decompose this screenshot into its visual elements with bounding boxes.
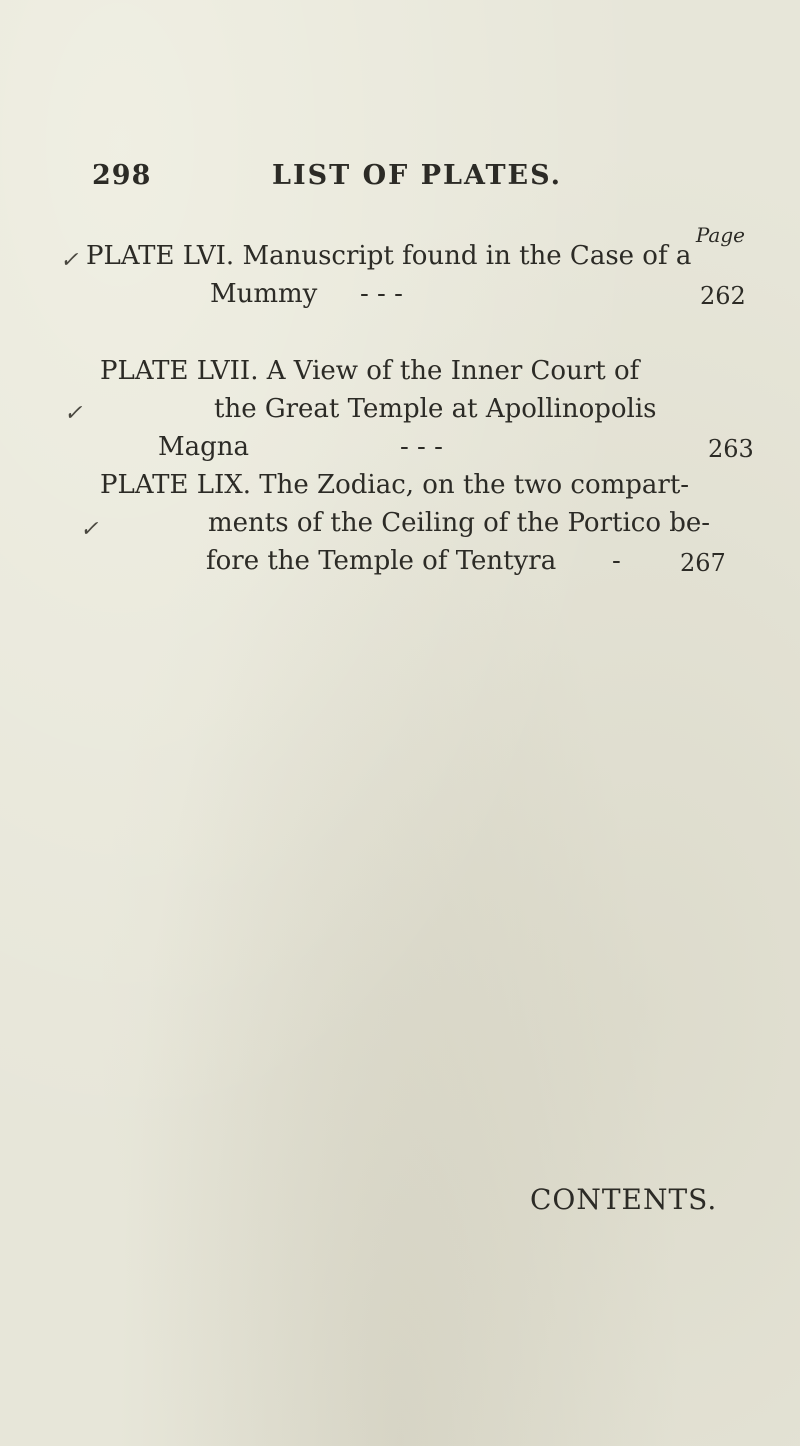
dot-leader: - - - (400, 432, 443, 462)
running-title: LIST OF PLATES. (272, 160, 563, 191)
running-head (0, 160, 800, 200)
entry-line: PLATE LVI. Manuscript found in the Case of a (86, 241, 692, 271)
entry-line: Magna (158, 432, 250, 462)
page-column-label: Page (695, 223, 745, 247)
check-mark: ✓ (80, 517, 99, 542)
entry-page-number: 263 (708, 435, 754, 463)
entry-line: ments of the Ceiling of the Portico be- (208, 508, 711, 538)
dot-leader: - (612, 546, 621, 576)
entry-line: the Great Temple at Apollinopolis (214, 394, 657, 424)
entry-line: fore the Temple of Tentyra (206, 546, 557, 576)
check-mark: ✓ (60, 248, 79, 273)
check-mark: ✓ (64, 401, 83, 426)
entry-page-number: 267 (680, 549, 726, 577)
entry-line: Mummy (210, 279, 318, 309)
dot-leader: - - - (360, 279, 403, 309)
page-number: 298 (92, 160, 152, 191)
entry-page-number: 262 (700, 282, 746, 310)
entry-line: PLATE LIX. The Zodiac, on the two compart- (100, 470, 690, 500)
entry-line: PLATE LVII. A View of the Inner Court of (100, 356, 640, 386)
catchword: CONTENTS. (530, 1183, 718, 1216)
